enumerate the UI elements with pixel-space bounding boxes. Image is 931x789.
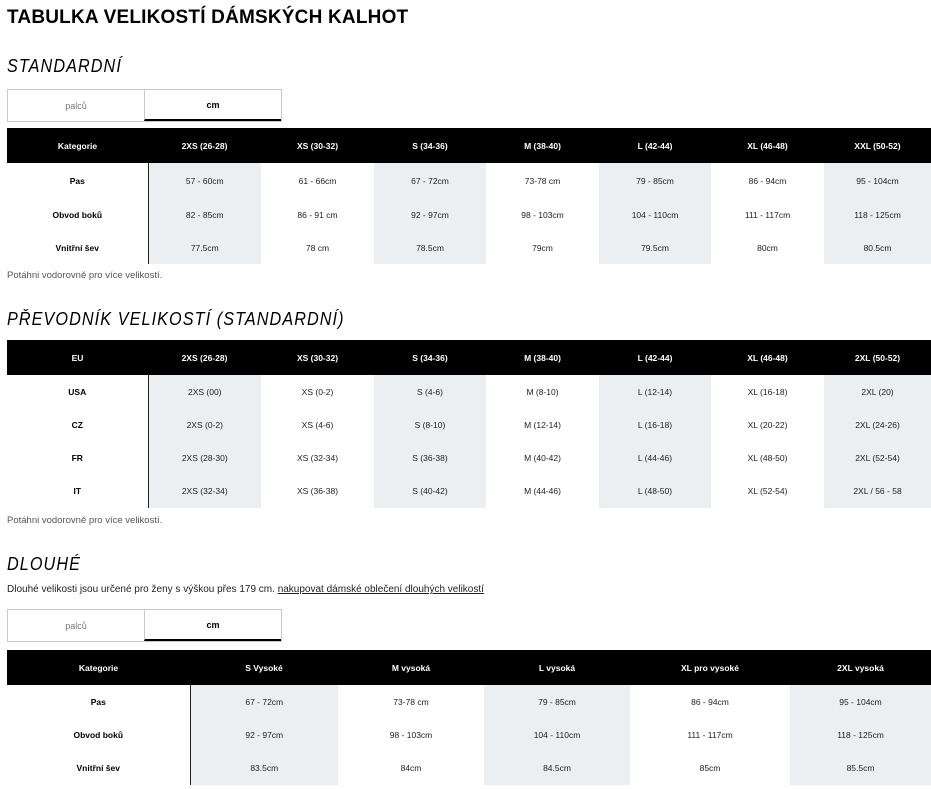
table-cell: 83.5cm [190, 751, 338, 785]
header-cell: M (38-40) [486, 128, 599, 163]
long-description [7, 584, 484, 595]
table-cell: 84cm [400, 763, 422, 773]
table-cell: 111 - 117cm [744, 209, 791, 220]
table-cell: 67 - 72cm [190, 685, 338, 718]
table-cell: 73-78 cm [524, 175, 561, 186]
table-cell: 73-78 cm [393, 696, 429, 707]
table-cell: XL (20-22) [747, 419, 788, 430]
table-cell: 111 - 117cm [687, 729, 733, 740]
table-cell: 86 - 91 cm [297, 209, 338, 220]
table-row [7, 163, 931, 198]
table-cell: 92 - 97cm [374, 198, 486, 231]
header-cell: 2XS (26-28) [148, 128, 261, 163]
row-label: Vnitřní šev [7, 231, 148, 264]
table-cell: 79.5cm [599, 231, 711, 264]
table-cell: S (8-10) [374, 408, 486, 441]
header-cell: XL (46-48) [711, 128, 824, 163]
standard-header-row [7, 128, 931, 163]
long-heading: DLOUHÉ [7, 554, 81, 574]
row-label: CZ [7, 408, 148, 441]
table-cell: 79 - 85cm [599, 163, 711, 198]
table-cell: 2XS (32-34) [148, 474, 261, 508]
header-cell: EU [7, 340, 148, 375]
table-row [7, 441, 931, 474]
converter-scroll-note: Potáhni vodorovně pro více velikostí. [7, 515, 163, 526]
header-cell: Kategorie [7, 128, 148, 163]
header-cell: Kategorie [7, 650, 190, 685]
table-cell: 104 - 110cm [484, 718, 630, 751]
row-label: Vnitřní šev [7, 751, 190, 785]
table-cell: S (36-38) [374, 441, 486, 474]
table-cell: 2XL (20) [824, 375, 931, 408]
table-cell: M (8-10) [526, 386, 559, 397]
table-cell: XS (36-38) [296, 486, 339, 496]
table-cell: XS (0-2) [301, 386, 334, 397]
table-cell: 92 - 97cm [190, 718, 338, 751]
table-cell: 95 - 104cm [824, 163, 931, 198]
table-row [7, 198, 931, 231]
header-cell: 2XL vysoká [790, 650, 931, 685]
table-cell: 79cm [532, 242, 553, 253]
page-title: TABULKA VELIKOSTÍ DÁMSKÝCH KALHOT [7, 7, 409, 28]
row-label: FR [7, 441, 148, 474]
long-unit-cm-tab[interactable]: cm [144, 610, 281, 641]
table-cell: XS (4-6) [301, 419, 334, 430]
row-label: Pas [7, 163, 148, 198]
table-cell: L (48-50) [599, 474, 711, 508]
header-cell: XL pro vysoké [630, 650, 790, 685]
row-label: Pas [7, 685, 190, 718]
table-row [7, 685, 931, 718]
table-cell: L (44-46) [599, 441, 711, 474]
converter-header-row [7, 340, 931, 375]
table-row [7, 718, 931, 751]
table-cell: 79 - 85cm [484, 685, 630, 718]
header-cell: S Vysoké [190, 650, 338, 685]
table-cell: M (44-46) [524, 486, 561, 496]
table-cell: L (16-18) [599, 408, 711, 441]
table-row [7, 231, 931, 264]
header-cell: 2XS (26-28) [148, 340, 261, 375]
table-cell: M (12-14) [524, 419, 561, 430]
table-row [7, 474, 931, 508]
table-cell: XL (48-50) [747, 452, 788, 463]
converter-size-table [7, 340, 931, 508]
table-row [7, 375, 931, 408]
table-cell: 78 cm [305, 242, 330, 253]
row-label: Obvod boků [7, 718, 190, 751]
header-cell: L vysoká [484, 650, 630, 685]
table-cell: 78.5cm [374, 231, 486, 264]
table-cell: 82 - 85cm [148, 198, 261, 231]
table-cell: L (12-14) [599, 375, 711, 408]
table-cell: 84.5cm [484, 751, 630, 785]
standard-unit-inches-tab[interactable]: palců [8, 90, 144, 121]
table-cell: 2XS (00) [148, 375, 261, 408]
standard-unit-cm-tab[interactable]: cm [144, 90, 281, 121]
table-cell: 2XS (28-30) [148, 441, 261, 474]
header-cell: XS (30-32) [261, 128, 374, 163]
header-cell: XXL (50-52) [824, 128, 931, 163]
standard-size-table [7, 128, 931, 264]
table-cell: 67 - 72cm [374, 163, 486, 198]
header-cell: L (42-44) [599, 340, 711, 375]
table-cell: 104 - 110cm [599, 198, 711, 231]
table-cell: 118 - 125cm [824, 198, 931, 231]
long-size-table [7, 650, 931, 785]
table-cell: 80cm [757, 242, 778, 253]
header-cell: XS (30-32) [261, 340, 374, 375]
table-cell: 85cm [699, 763, 721, 773]
long-unit-inches-tab[interactable]: palců [8, 610, 144, 641]
table-cell: XL (52-54) [747, 486, 788, 496]
table-cell: 61 - 66cm [298, 175, 337, 186]
table-cell: 2XL (52-54) [824, 441, 931, 474]
table-row [7, 751, 931, 785]
row-label: IT [7, 474, 148, 508]
table-cell: 57 - 60cm [148, 163, 261, 198]
table-cell: S (4-6) [374, 375, 486, 408]
standard-unit-toggle [7, 89, 282, 122]
table-cell: XS (32-34) [296, 452, 339, 463]
header-cell: M vysoká [338, 650, 484, 685]
table-row [7, 408, 931, 441]
shop-long-sizes-link[interactable]: nakupovat dámské oblečení dlouhých velikostí [277, 584, 484, 595]
table-cell: XL (16-18) [747, 386, 788, 397]
table-cell: 98 - 103cm [389, 729, 433, 740]
table-cell: 2XS (0-2) [148, 408, 261, 441]
table-cell: 98 - 103cm [521, 209, 564, 220]
standard-scroll-note: Potáhni vodorovně pro více velikostí. [7, 270, 163, 281]
long-unit-toggle [7, 609, 282, 642]
table-cell: 86 - 94cm [691, 696, 729, 707]
table-cell: 95 - 104cm [790, 685, 931, 718]
table-cell: M (40-42) [524, 452, 561, 463]
header-cell: L (42-44) [599, 128, 711, 163]
converter-heading: PŘEVODNÍK VELIKOSTÍ (STANDARDNÍ) [7, 309, 345, 329]
table-cell: 80.5cm [824, 231, 931, 264]
table-cell: S (40-42) [374, 474, 486, 508]
standard-heading: STANDARDNÍ [7, 56, 122, 76]
table-cell: 85.5cm [790, 751, 931, 785]
row-label: Obvod boků [7, 198, 148, 231]
table-cell: 2XL / 56 - 58 [824, 474, 931, 508]
long-header-row [7, 650, 931, 685]
table-cell: 2XL (24-26) [824, 408, 931, 441]
header-cell: XL (46-48) [711, 340, 824, 375]
header-cell: S (34-36) [374, 128, 486, 163]
long-description-text: Dlouhé velikosti jsou určené pro ženy s výškou přes 179 cm. [7, 584, 275, 595]
header-cell: S (34-36) [374, 340, 486, 375]
row-label: USA [7, 375, 148, 408]
header-cell: 2XL (50-52) [824, 340, 931, 375]
table-cell: 118 - 125cm [790, 718, 931, 751]
header-cell: M (38-40) [486, 340, 599, 375]
table-cell: 77.5cm [148, 231, 261, 264]
table-cell: 86 - 94cm [748, 175, 787, 186]
